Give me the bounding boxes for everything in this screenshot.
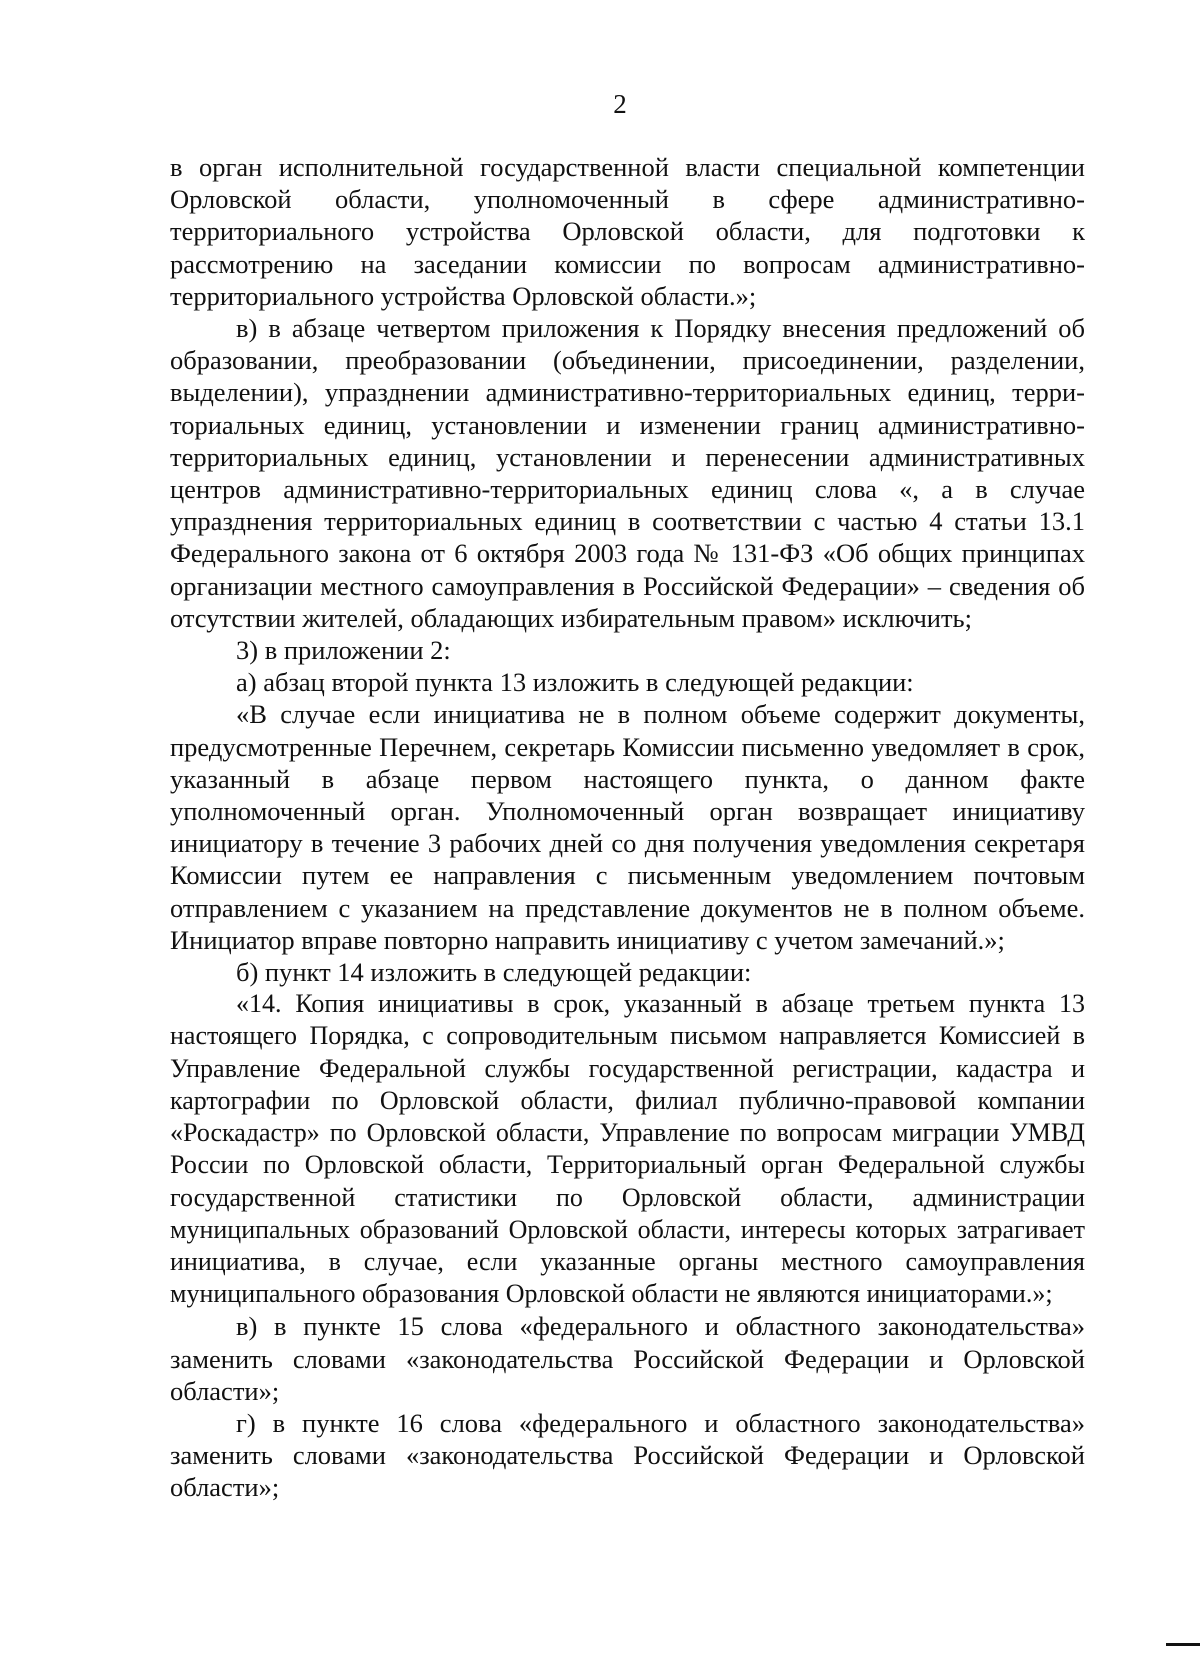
paragraph-item-3: 3) в приложении 2: [236,635,451,666]
page-edge-mark [1166,1643,1200,1646]
paragraph-item-v-15: в) в пункте 15 слова «федерального и областного законодательства» заменить словами «законодательства Российской Федерации и Орловской области»; [170,1311,1085,1406]
paragraph-quote-14: «14. Копия инициативы в срок, указанный в абзаце третьем пункта 13 настоящего Порядка, с сопроводительным письмом направляется Комиссией в Управление Федеральной службы государственной регистрации, кадастра и картографии по Орловской области, филиал публично-правовой компании «Роскадастр» по Орловской области, Управление по вопросам миграции УМВД России по Орловской области, Территориальный орган Федеральной службы государственной статистики по Орловской области, администрации муниципальных образований Орловской области, интересы которых затрагивает инициатива, в случае, если указанные органы местного самоуправления муниципального образования Орловской области не являются инициаторами.»; [170,989,1085,1309]
paragraph-item-a: а) абзац второй пункта 13 изложить в следующей редакции: [236,667,914,698]
paragraph-continuation: в орган исполнительной государственной власти специальной компетенции Орловской области, уполномоченный в сфере административно-территориального устройства Орловской области, для подготовки к рассмотрению на заседании комиссии по вопросам административно-территориального устройства Орловской области.»; [170,152,1085,311]
page-number: 2 [613,89,627,119]
paragraph-item-b: б) пункт 14 изложить в следующей редакции: [236,957,752,988]
document-body [170,151,1085,1504]
paragraph-item-v-appendix: в) в абзаце четвертом приложения к Порядку внесения предложений об образовании, преобразовании (объединении, присоединении, разделении, выделении), упразднении административно-территориальных единиц, территориальных единиц, установлении и изменении границ административно-территориальных единиц, установлении и перенесении административных центров административно-территориальных единиц слова «, а в случае упразднения территориальных единиц в соответствии с частью 4 статьи 13.1 Федерального закона от 6 октября 2003 года № 131-ФЗ «Об общих принципах организации местного самоуправления в Российской Федерации» – сведения об отсутствии жителей, обладающих избирательным правом» исключить; [170,313,1085,633]
paragraph-quote-13: «В случае если инициатива не в полном объеме содержит документы, предусмотренные Перечнем, секретарь Комиссии письменно уведомляет в срок, указанный в абзаце первом настоящего пункта, о данном факте уполномоченный орган. Уполномоченный орган возвращает инициативу инициатору в течение 3 рабочих дней со дня получения уведомления секретаря Комиссии путем ее направления с письменным уведомлением почтовым отправлением с указанием на представление документов не в полном объеме. Инициатор вправе повторно направить инициативу с учетом замечаний.»; [170,699,1085,955]
paragraph-item-g-16: г) в пункте 16 слова «федерального и областного законодательства» заменить словами «законодательства Российской Федерации и Орловской области»; [170,1407,1085,1503]
